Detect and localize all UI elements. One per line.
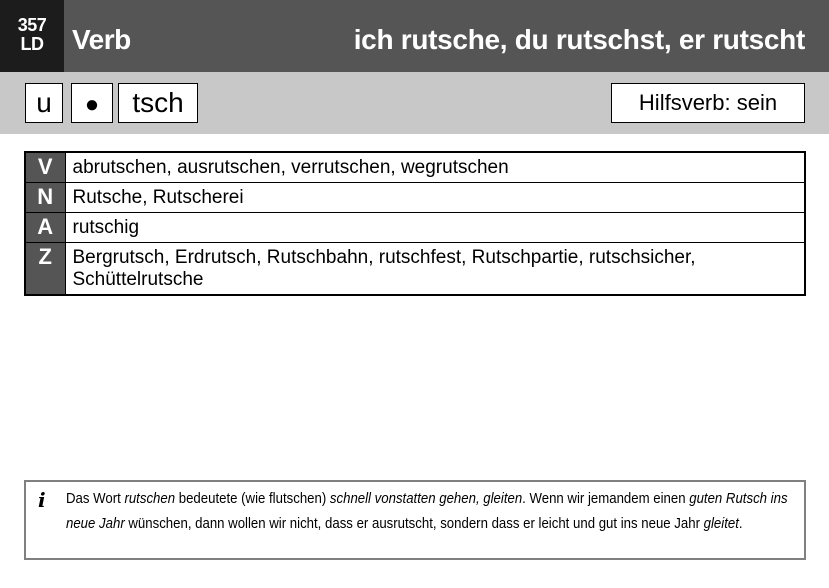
short-vowel-marker-box xyxy=(71,83,113,123)
word-type: Verb xyxy=(72,24,131,55)
word-family-table xyxy=(24,151,806,296)
info-text-emphasis: rutschen xyxy=(124,490,176,507)
row-text-adjectives: rutschig xyxy=(65,213,805,243)
info-box xyxy=(24,480,806,560)
info-text-part: Das Wort xyxy=(66,490,125,507)
table-row xyxy=(25,183,805,213)
info-text-part: bedeutete (wie flutschen) xyxy=(175,490,330,507)
row-label-verbs: V xyxy=(25,152,65,183)
conjugation-forms: ich rutsche, du rutschst, er rutscht xyxy=(353,24,805,55)
row-text-verbs: abrutschen, ausrutschen, verrutschen, wegrutschen xyxy=(65,152,805,183)
card-header xyxy=(0,0,829,72)
auxiliary-verb-box: Hilfsverb: sein xyxy=(611,83,805,123)
row-label-adjectives: A xyxy=(25,213,65,243)
info-text xyxy=(66,486,802,536)
info-text-emphasis: guten Rutsch ins neue Jahr xyxy=(66,490,788,532)
row-label-nouns: N xyxy=(25,183,65,213)
card-code: LD xyxy=(20,34,44,54)
info-text-part: . xyxy=(738,515,743,532)
row-text-compounds: Bergrutsch, Erdrutsch, Rutschbahn, rutschfest, Rutschpartie, rutschsicher, Schüttelrutsche xyxy=(65,243,805,296)
info-text-part: . Wenn wir jemandem einen xyxy=(522,490,690,507)
table-row xyxy=(25,243,805,296)
info-text-emphasis: gleitet xyxy=(703,515,739,532)
ending-box: tsch xyxy=(118,83,198,123)
card-number: 357 xyxy=(17,15,47,35)
dot-icon: ● xyxy=(84,91,100,118)
vowel-box: u xyxy=(25,83,63,123)
info-text-part: wünschen, dann wollen wir nicht, dass er ausrutscht, sondern dass er leicht und gut ins neue Jahr xyxy=(124,515,704,532)
table-row xyxy=(25,152,805,183)
table-row xyxy=(25,213,805,243)
row-label-compounds: Z xyxy=(25,243,65,296)
card-number-badge xyxy=(0,0,64,72)
row-text-nouns: Rutsche, Rutscherei xyxy=(65,183,805,213)
info-icon: i xyxy=(38,488,46,512)
info-text-emphasis: schnell vonstatten gehen, gleiten xyxy=(329,490,523,507)
